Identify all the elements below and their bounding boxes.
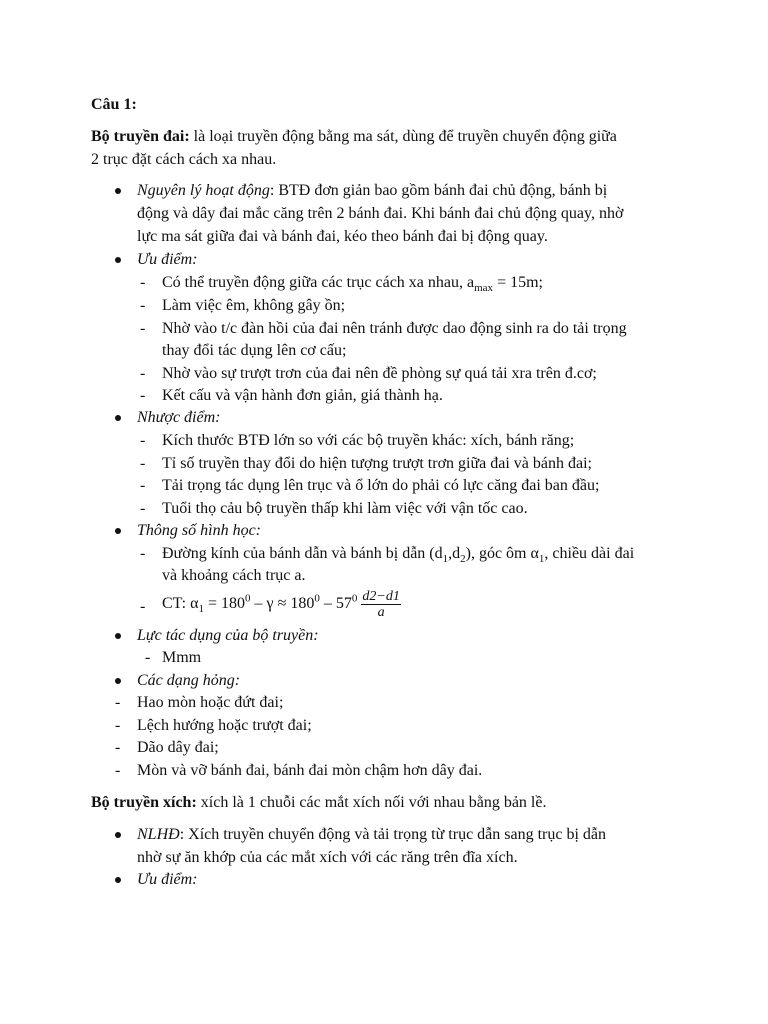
disadvantages-label: Nhược điểm: — [137, 409, 221, 426]
disadvantage-item: Tải trọng tác dụng lên trục và ổ lớn do phải có lực căng đai ban đầu; — [162, 477, 600, 494]
bullet-icon — [115, 877, 121, 883]
dash-icon: - — [115, 762, 121, 779]
dash-icon: - — [140, 320, 146, 337]
geometry-item-cont: và khoảng cách trục a. — [162, 567, 306, 584]
dash-icon: - — [140, 432, 146, 449]
principle-line3: lực ma sát giữa đai và bánh đai, kéo theo bánh đai bị động quay. — [137, 228, 548, 245]
dash-icon: - — [115, 717, 121, 734]
chain-definition: Bộ truyền xích: xích là 1 chuỗi các mắt xích nối với nhau bằng bản lề. — [91, 794, 547, 811]
chain-advantages-label: Ưu điểm: — [137, 871, 198, 888]
advantage-item: Nhờ vào t/c đàn hồi của đai nên tránh được dao động sinh ra do tải trọng — [162, 320, 627, 337]
principle-line2: động và dây đai mắc căng trên 2 bánh đai. Khi bánh đai chủ động quay, nhờ — [137, 205, 624, 222]
bullet-icon — [115, 678, 121, 684]
bullet-icon — [115, 528, 121, 534]
failure-item: Hao mòn hoặc đứt đai; — [137, 694, 284, 711]
principle-line1: Nguyên lý hoạt động: BTĐ đơn giản bao gồm bánh đai chủ động, bánh bị — [137, 182, 608, 199]
disadvantage-item: Kích thước BTĐ lớn so với các bộ truyền khác: xích, bánh răng; — [162, 432, 575, 449]
advantage-item: Làm việc êm, không gây ồn; — [162, 297, 346, 314]
advantages-label: Ưu điểm: — [137, 251, 198, 268]
dash-icon: - — [140, 455, 146, 472]
bullet-icon — [115, 832, 121, 838]
bullet-icon — [115, 415, 121, 421]
forces-item: Mmm — [162, 649, 202, 666]
failure-item: Lệch hướng hoặc trượt đai; — [137, 717, 312, 734]
failures-label: Các dạng hỏng: — [137, 672, 241, 689]
advantage-item: Có thể truyền động giữa các trục cách xa nhau, $a_{max} = 15m$; — [162, 274, 543, 295]
disadvantage-item: Tuổi thọ cảu bộ truyền thấp khi làm việc với vận tốc cao. — [162, 500, 528, 517]
forces-label: Lực tác dụng của bộ truyền: — [137, 627, 319, 644]
belt-definition-line1: Bộ truyền đai: là loại truyền động bằng ma sát, dùng để truyền chuyển động giữa — [91, 128, 617, 145]
heading: Câu 1: — [91, 96, 137, 113]
advantage-item-cont: thay đổi tác dụng lên cơ cấu; — [162, 342, 347, 359]
dash-icon: - — [115, 694, 121, 711]
belt-term: Bộ truyền đai: — [91, 128, 190, 145]
formula: CT: $\alpha_1 = 180^0 - \gamma \approx 180^0 - 57^0$ $\frac{d2-d1}{a}$ — [162, 588, 400, 620]
bullet-icon — [115, 188, 121, 194]
dash-icon: - — [140, 545, 146, 562]
dash-icon: - — [145, 649, 151, 666]
chain-principle-line2: nhờ sự ăn khớp của các mắt xích với các răng trên đĩa xích. — [137, 849, 518, 866]
dash-icon: - — [140, 274, 146, 291]
fraction: $\frac{d2-d1}{a}$ — [362, 588, 400, 620]
bullet-icon — [115, 633, 121, 639]
geometry-item: Đường kính của bánh dẫn và bánh bị dẫn $(d_1,d_2)$, góc ôm $\alpha_1$, chiều dài đai — [162, 545, 635, 566]
dash-icon: - — [140, 387, 146, 404]
disadvantage-item: Tỉ số truyền thay đổi do hiện tượng trượt trơn giữa đai và bánh đai; — [162, 455, 592, 472]
failure-item: Dão dây đai; — [137, 739, 219, 756]
dash-icon: - — [115, 739, 121, 756]
geometry-label: Thông số hình học: — [137, 522, 261, 539]
failure-item: Mòn và vỡ bánh đai, bánh đai mòn chậm hơn dây đai. — [137, 762, 483, 779]
advantage-item: Nhờ vào sự trượt trơn của đai nên đề phòng sự quá tải xra trên đ.cơ; — [162, 365, 597, 382]
dash-icon: - — [140, 477, 146, 494]
dash-icon: - — [140, 297, 146, 314]
chain-term: Bộ truyền xích: — [91, 794, 197, 811]
dash-icon: - — [140, 598, 146, 615]
dash-icon: - — [140, 500, 146, 517]
advantage-item: Kết cấu và vận hành đơn giản, giá thành hạ. — [162, 387, 443, 404]
chain-principle-line1: NLHĐ: Xích truyền chuyển động và tải trọng từ trục dẫn sang trục bị dẫn — [137, 826, 607, 843]
dash-icon: - — [140, 365, 146, 382]
belt-definition-line2: 2 trục đặt cách cách xa nhau. — [91, 151, 277, 168]
bullet-icon — [115, 257, 121, 263]
